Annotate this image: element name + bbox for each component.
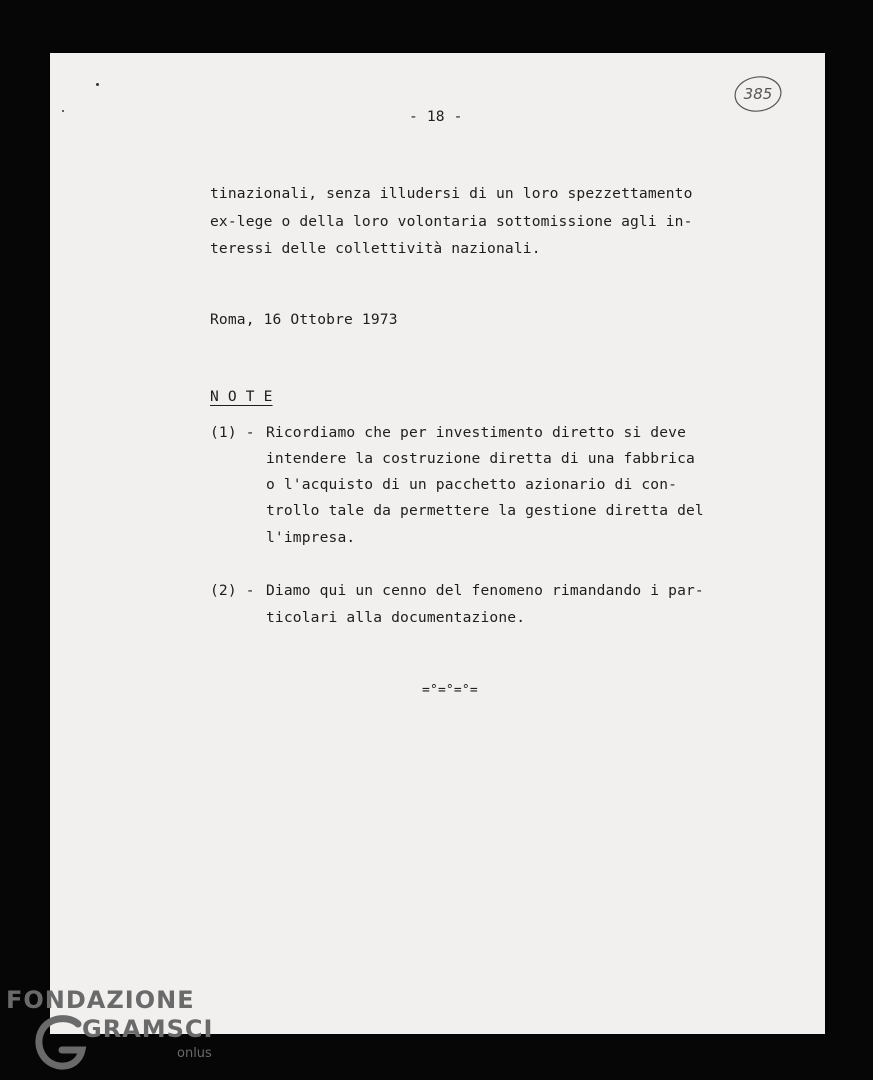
page-number: - 18 -	[409, 108, 463, 125]
paper-speck	[62, 110, 64, 112]
note-number: (1) -	[210, 424, 255, 441]
note-text-line: intendere la costruzione diretta di una fabbrica	[266, 450, 695, 467]
watermark-line2: GRAMSCI	[82, 1015, 214, 1043]
notes-heading: N O T E	[210, 388, 273, 405]
document-page	[50, 53, 825, 1034]
place-date: Roma, 16 Ottobre 1973	[210, 311, 398, 328]
paper-speck	[96, 83, 99, 86]
note-text-line: l'impresa.	[266, 529, 356, 546]
fondazione-gramsci-logo	[0, 982, 240, 1080]
note-text-line: Ricordiamo che per investimento diretto si deve	[266, 424, 687, 441]
watermark-line1: FONDAZIONE	[6, 986, 195, 1014]
note-text-line: Diamo qui un cenno del fenomeno rimandando i par-	[266, 582, 704, 599]
note-text-line: ticolari alla documentazione.	[266, 609, 526, 626]
body-text-line: teressi delle collettività nazionali.	[210, 240, 541, 257]
note-number: (2) -	[210, 582, 255, 599]
svg-text:385: 385	[743, 85, 773, 103]
body-text-line: tinazionali, senza illudersi di un loro spezzettamento	[210, 185, 693, 202]
note-text-line: o l'acquisto di un pacchetto azionario di con-	[266, 476, 678, 493]
body-text-line: ex-lege o della loro volontaria sottomissione agli in-	[210, 213, 693, 230]
note-text-line: trollo tale da permettere la gestione diretta del	[266, 502, 704, 519]
archive-stamp-number	[733, 74, 783, 114]
closing-ornament: =°=°=°=	[422, 683, 478, 698]
watermark-line3: onlus	[177, 1046, 212, 1061]
